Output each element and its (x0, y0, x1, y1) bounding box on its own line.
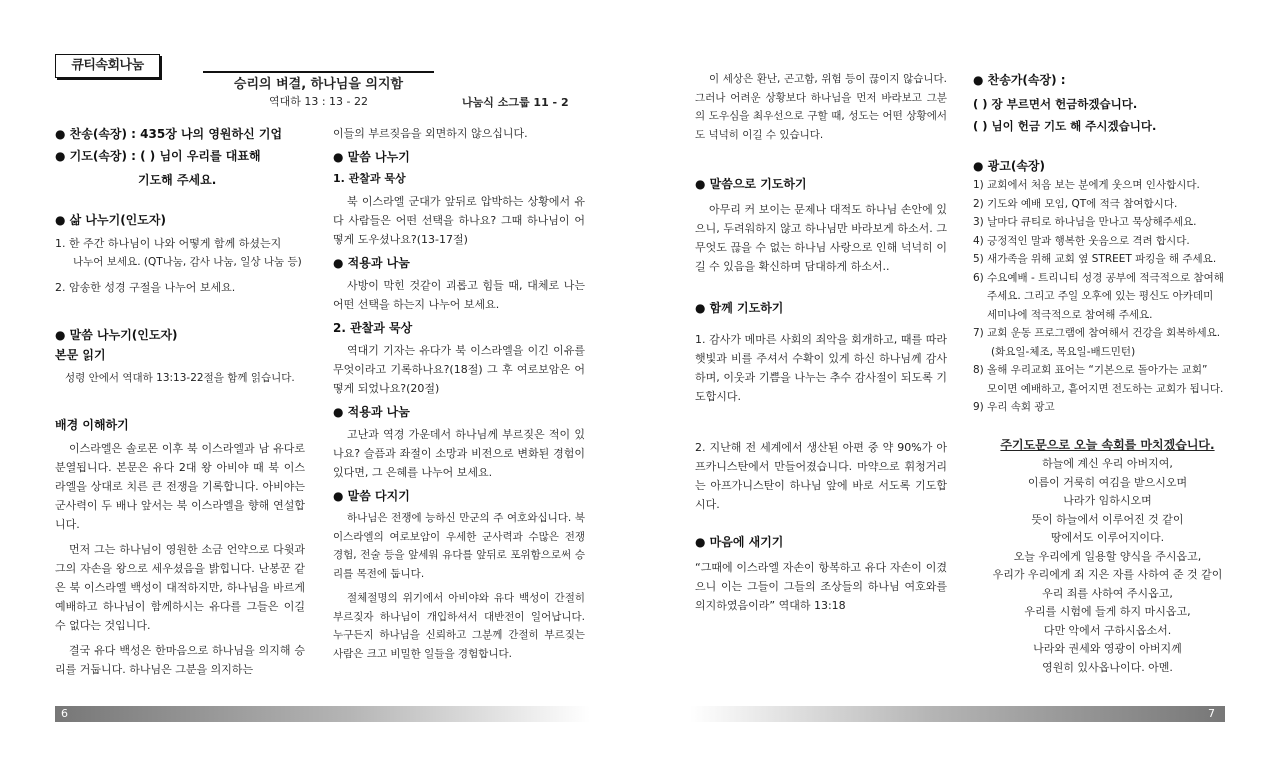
resolve-para-1: 하나님은 전쟁에 능하신 만군의 주 여호와십니다. 북 이스라엘의 여로보암이 우세한 군사력과 수많은 전쟁 경험, 전술 등을 앞세워 유다를 앞뒤로 포위함으로써 승리를 목전에 둡니다. (333, 512, 585, 580)
announcements-list (973, 176, 1233, 417)
column-4 (973, 70, 1233, 417)
announcement-item-cont: (화요일-체조, 목요일-배드민턴) (991, 345, 1136, 358)
column-2 (333, 124, 585, 663)
observation-1-heading: 1. 관찰과 묵상 (333, 172, 406, 185)
hymn-line: ● 찬송(속장) : 435장 나의 영원하신 기업 (55, 127, 283, 141)
pray-together-item-1: 1. 감사가 메마른 사회의 죄악을 회개하고, 때를 따라 햇빛과 비를 주셔서 수확이 있게 하신 하나님께 감사하며, 이웃과 기쁨을 나누는 추수 감사절이 되도록 기도합시다. (695, 333, 947, 403)
reading-text: 성령 안에서 역대하 13:13-22절을 함께 읽습니다. (65, 371, 295, 384)
offering-hymn-line: ( ) 장 부르면서 헌금하겠습니다. (973, 97, 1138, 111)
announcement-item: 9) 우리 속회 광고 (973, 401, 1055, 413)
heart-verse-heading: ● 마음에 새기기 (695, 535, 784, 549)
resolve-para-2: 절체절명의 위기에서 아비야와 유다 백성이 간절히 부르짖자 하나님이 개입하셔서 대반전이 일어납니다. 누구든지 하나님을 신뢰하고 그분께 간절히 부르짖는 사람은 크고 비밀한 일들을 경험합니다. (333, 592, 585, 660)
prayer-line-2: 기도해 주세요. (138, 173, 217, 187)
lords-prayer-line: 우리를 시험에 들게 하지 마시옵고, (1024, 605, 1191, 618)
observation-2-heading: 2. 관찰과 묵상 (333, 321, 413, 335)
lesson-title: 승리의 벼결, 하나님을 의지함 (233, 77, 404, 92)
lords-prayer-line: 나라가 임하시오며 (1063, 494, 1152, 507)
lords-prayer-line: 우리 죄를 사하여 주시옵고, (1042, 586, 1173, 600)
background-para-2: 먼저 그는 하나님이 영원한 소금 언약으로 다윗과 그의 자손을 왕으로 세우셨음을 밝힙니다. 난봉꾼 같은 북 이스라엘 백성이 대적하지만, 하나님을 바르게 예배하고 하나님이 함께하시는 유다를 그들은 이길 수 없다는 것입니다. (55, 543, 305, 632)
background-para-1: 이스라엘은 솔로몬 이후 북 이스라엘과 남 유다로 분열됩니다. 본문은 유다 2대 왕 아비야 때 북 이스라엘을 상대로 치른 큰 전쟁을 기록합니다. 아비야는 군사력이 두 배나 앞서는 북 이스라엘을 향해 연설합니다. (55, 442, 305, 531)
application-1-text: 사방이 막힌 것같이 괴롭고 힘들 때, 대체로 나는 어떤 선택을 하는지 나누어 보세요. (333, 279, 585, 311)
footer-bar-left (55, 706, 590, 722)
pray-together-heading: ● 함께 기도하기 (695, 301, 784, 315)
pray-word-text: 아무리 커 보이는 문제나 대적도 하나님 손안에 있으니, 두려워하지 않고 하나님만 바라보게 하소서. 그 무엇도 끊을 수 없는 하나님 사랑으로 인해 넉넉히 이길 수 있음을 확신하며 담대하게 하소서.. (695, 203, 947, 273)
lords-prayer-line: 우리가 우리에게 죄 지은 자를 사하여 준 것 같이 (992, 568, 1223, 581)
announcements-heading: ● 광고(속장) (973, 159, 1045, 173)
application-2-text: 고난과 역경 가운데서 하나님께 부르짖은 적이 있나요? 슬픔과 좌절이 소망과 비전으로 변화된 경험이 있다면, 그 은혜를 나누어 보세요. (333, 428, 585, 479)
reading-heading: 본문 읽기 (55, 347, 106, 362)
lords-prayer-title: 주기도문으로 오늘 속회를 마치겠습니다. (1000, 438, 1215, 452)
life-sharing-heading: ● 삶 나누기(인도자) (55, 213, 166, 227)
intro-paragraph: 이 세상은 환난, 곤고함, 위험 등이 끊이지 않습니다. 그러나 어려운 상황보다 하나님을 먼저 바라보고 그분의 도우심을 최우선으로 구할 때, 성도는 어떤 상황에서도 넉넉히 이길 수 있습니다. (695, 73, 947, 141)
lords-prayer-line: 하늘에 계신 우리 아버지여, (1042, 457, 1173, 470)
scripture-reference: 역대하 13 : 13 - 22 (268, 95, 369, 108)
heart-verse-text: “그때에 이스라엘 자손이 항복하고 유다 자손이 이겼으니 이는 그들이 그들의 조상들의 하나님 여호와를 의지하였음이라” 역대하 13:18 (695, 561, 947, 612)
column-1 (55, 124, 305, 679)
offering-prayer-line: ( ) 님이 헌금 기도 해 주시겠습니다. (973, 119, 1157, 133)
page-number-left: 6 (61, 707, 68, 720)
lords-prayer-line: 이름이 거룩히 여김을 받으시오며 (1027, 475, 1188, 489)
announcement-item: 6) 수요예배 - 트리니티 성경 공부에 적극적으로 참여해 (973, 271, 1224, 284)
title-top-rule (203, 71, 434, 73)
announcement-item: 8) 올해 우리교회 표어는 “기본으로 돌아가는 교회” (973, 364, 1208, 376)
application-1-heading: ● 적용과 나눔 (333, 256, 410, 270)
lesson-title-box (203, 71, 434, 110)
life-item-2: 2. 암송한 성경 구절을 나누어 보세요. (55, 280, 236, 294)
background-heading: 배경 이해하기 (55, 418, 129, 432)
lords-prayer (960, 435, 1255, 677)
announcement-item: 5) 새가족을 위해 교회 옆 STREET 파킹을 해 주세요. (973, 253, 1217, 265)
lords-prayer-line: 다만 악에서 구하시옵소서. (1043, 623, 1172, 637)
word-sharing-heading: ● 말씀 나누기(인도자) (55, 327, 178, 342)
lords-prayer-line: 뜻이 하늘에서 이루어진 것 같이 (1031, 512, 1184, 526)
footer-bar-right (690, 706, 1225, 722)
observation-2-text: 역대기 기자는 유다가 북 이스라엘을 이긴 이유를 무엇이라고 기록하나요?(18절) 그 후 여로보암은 어떻게 되었나요?(20절) (333, 344, 585, 395)
section-logo: 큐티속회나눔 (55, 54, 160, 78)
background-para-3: 결국 유다 백성은 한마음으로 하나님을 의지해 승리를 거둡니다. 하나님은 그분을 의지하는 (55, 644, 305, 676)
column-3 (695, 70, 947, 615)
announcement-item-cont: 주세요. 그리고 주일 오후에 있는 평신도 아카데미 (987, 290, 1214, 302)
pray-together-item-2: 2. 지난해 전 세계에서 생산된 아편 중 약 90%가 아프카니스탄에서 만들어졌습니다. 마약으로 휘청거리는 아프가니스탄이 하나님 앞에 바로 서도록 기도합시다. (695, 441, 947, 511)
announcement-item-cont: 모이면 예배하고, 흩어지면 전도하는 교회가 됩니다. (987, 382, 1224, 395)
prayer-line-1: ● 기도(속장) : ( ) 님이 우리를 대표해 (55, 149, 261, 163)
announcement-item-cont: 세미나에 적극적으로 참여해 주세요. (987, 308, 1153, 321)
group-label: 나눔식 소그룹 11 - 2 (462, 96, 569, 109)
lords-prayer-line: 오늘 우리에게 일용할 양식을 주시옵고, (1013, 549, 1202, 563)
life-item-1: 1. 한 주간 하나님이 나와 어떻게 함께 하셨는지 (55, 237, 282, 250)
announcement-item: 1) 교회에서 처음 보는 분에게 웃으며 인사합시다. (973, 179, 1200, 191)
announcement-item: 7) 교회 운동 프로그램에 참여해서 건강을 회복하세요. (973, 327, 1221, 339)
observation-1-text: 북 이스라엘 군대가 앞뒤로 압박하는 상황에서 유다 사람들은 어떤 선택을 하나요? 그때 하나님이 어떻게 도우셨나요?(13-17절) (333, 195, 585, 246)
lords-prayer-line: 나라와 권세와 영광이 아버지께 (1033, 642, 1182, 655)
share-heading: ● 말씀 나누기 (333, 150, 410, 164)
announcement-item: 2) 기도와 예배 모임, QT에 적극 참여합시다. (973, 197, 1178, 210)
life-item-1-cont: 나누어 보세요. (QT나눔, 감사 나눔, 일상 나눔 등) (73, 256, 302, 268)
page-number-right: 7 (1208, 707, 1215, 720)
lords-prayer-line: 땅에서도 이루어지이다. (1050, 531, 1165, 544)
announcement-item: 3) 날마다 큐티로 하나님을 만나고 묵상해주세요. (973, 216, 1197, 228)
application-2-heading: ● 적용과 나눔 (333, 405, 410, 419)
lords-prayer-line: 영원히 있사옵나이다. 아멘. (1042, 660, 1173, 674)
background-continued: 이들의 부르짖음을 외면하지 않으십니다. (333, 127, 528, 140)
pray-word-heading: ● 말씀으로 기도하기 (695, 177, 807, 191)
announcement-item: 4) 긍정적인 말과 행복한 웃음으로 격려 합시다. (973, 234, 1190, 247)
offering-hymn-heading: ● 찬송가(속장) : (973, 73, 1066, 87)
resolve-heading: ● 말씀 다지기 (333, 489, 410, 503)
